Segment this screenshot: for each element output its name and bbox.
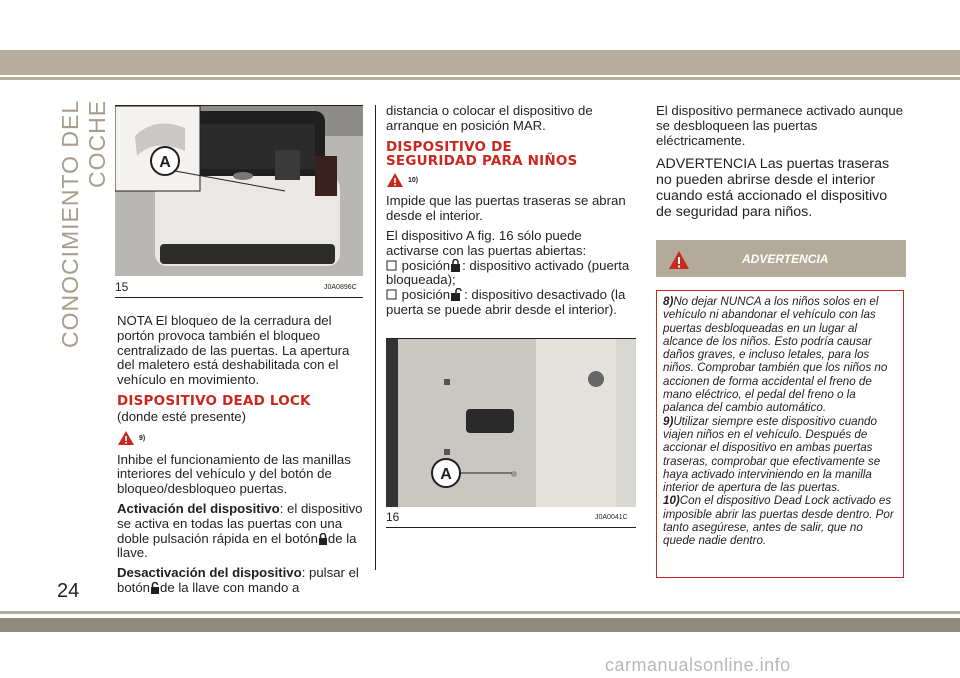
child-lock-closed-icon [450,259,462,272]
top-band [0,50,960,75]
bottom-band [0,618,960,632]
desactivacion-paragraph [117,566,367,596]
figure-bottom-rule [115,297,363,298]
child-lock-open-icon [450,288,464,301]
warning-reference-number: 10) [408,176,419,184]
column-3 [656,104,906,225]
list-item-unlocked: posición : dispositivo desactivado (la puerta se puede abrir desde el interior). [386,287,626,317]
warning-item: 8)No dejar NUNCA a los niños solos en el vehículo ni abandonar el vehículo con las puertas desbloqueadas en un lugar al alcance de los niños. Esto podría causar daños graves, e incluso letales, para los niños. Comprobar también que los niños no accionen de forma accidental el freno de mano eléctrico, el pedal del freno o la palanca del cambio automático. [663,295,888,415]
child-safety-paragraph-2: El dispositivo A fig. 16 sólo puede activarse con las puertas abiertas: [386,227,587,258]
desactivacion-text: : pulsar el botón [117,565,359,595]
desactivacion-label: Desactivación del dispositivo [117,565,302,581]
child-safety-paragraph-1: Impide que las puertas traseras se abran desde el interior. [386,193,626,224]
figure-15-callout: A [159,154,171,171]
list-item-locked: posición : dispositivo activado (puerta bloqueada); [386,257,630,288]
figure-15-number: 15 [115,280,129,294]
activacion-text: : el dispositivo se activa en todas las puertas con una doble pulsación rápida en el botón [117,500,363,546]
warning-reference-number: 9) [139,434,146,442]
column-1 [117,314,367,601]
column-2 [386,104,634,318]
warning-triangle-icon [668,250,690,270]
checkbox-icon [386,289,398,301]
watermark: carmanualsonline.info [605,655,791,675]
warning-box-body [656,290,904,578]
figure-16-door-lock-image [386,339,636,507]
desactivacion-text-end: de la llave con mando a [160,579,300,595]
top-rule [0,77,960,80]
section-side-title: CONOCIMIENTO DEL COCHE [57,100,110,349]
warning-item: 10)Con el dispositivo Dead Lock activado es imposible abrir las puertas desde dentro. Por tanto asegúrese, antes de salir, que no quede nadie dentro. [663,494,894,548]
unlock-icon [150,582,160,594]
continued-paragraph: distancia o colocar el dispositivo de arranque en posición MAR. [386,103,593,133]
lock-icon [318,533,328,545]
warning-box-header [656,240,906,277]
child-safety-heading: DISPOSITIVO DE SEGURIDAD PARA NIÑOS [386,138,578,169]
figure-16-code: J0A0041C [595,514,628,521]
page-number: 24 [57,580,80,602]
bottom-rule [0,611,960,614]
warning-triangle-icon [386,172,404,188]
warning-box [656,240,906,580]
activacion-text-end: de la llave. [117,530,357,561]
warning-reference-2 [386,172,634,189]
activacion-label: Activación del dispositivo [117,500,280,516]
advertencia-paragraph: ADVERTENCIA Las puertas traseras no pueden abrirse desde el interior cuando está accionado el dispositivo de seguridad para niños. [656,156,890,221]
checkbox-icon [386,260,398,272]
figure-15-code: J0A0896C [324,284,357,291]
dead-lock-heading: DISPOSITIVO DEAD LOCK [117,392,311,409]
figure-16-number: 16 [386,510,400,524]
warning-reference [117,430,367,447]
nota-paragraph: NOTA El bloqueo de la cerradura del portón provoca también el bloqueo centralizado de las puertas. La apertura del maletero está deshabilitada con el vehículo en movimiento. [117,313,350,388]
warning-box-title: ADVERTENCIA [742,252,829,266]
child-safety-paragraph-3: El dispositivo permanece activado aunque se desbloqueen las puertas eléctricamente. [656,103,904,148]
warning-triangle-icon [117,430,135,446]
figure-16-callout: A [440,466,452,483]
dead-lock-subheading: (donde esté presente) [117,408,247,424]
top-margin [0,0,960,50]
figure-bottom-rule [386,527,636,528]
activacion-paragraph [117,502,367,561]
figure-15-rear-car-image [115,106,363,276]
column-divider [375,105,376,570]
dead-lock-paragraph: Inhibe el funcionamiento de las manillas interiores del vehículo y del botón de bloqueo/desbloqueo puertas. [117,451,351,497]
warning-item: 9)Utilizar siempre este dispositivo cuando viajen niños en el vehículo. Después de accionar el dispositivo en ambas puertas traseras, comprobar que efectivamente se haya activado interviniendo en la manilla interior de apertura de las puertas. [663,414,881,495]
